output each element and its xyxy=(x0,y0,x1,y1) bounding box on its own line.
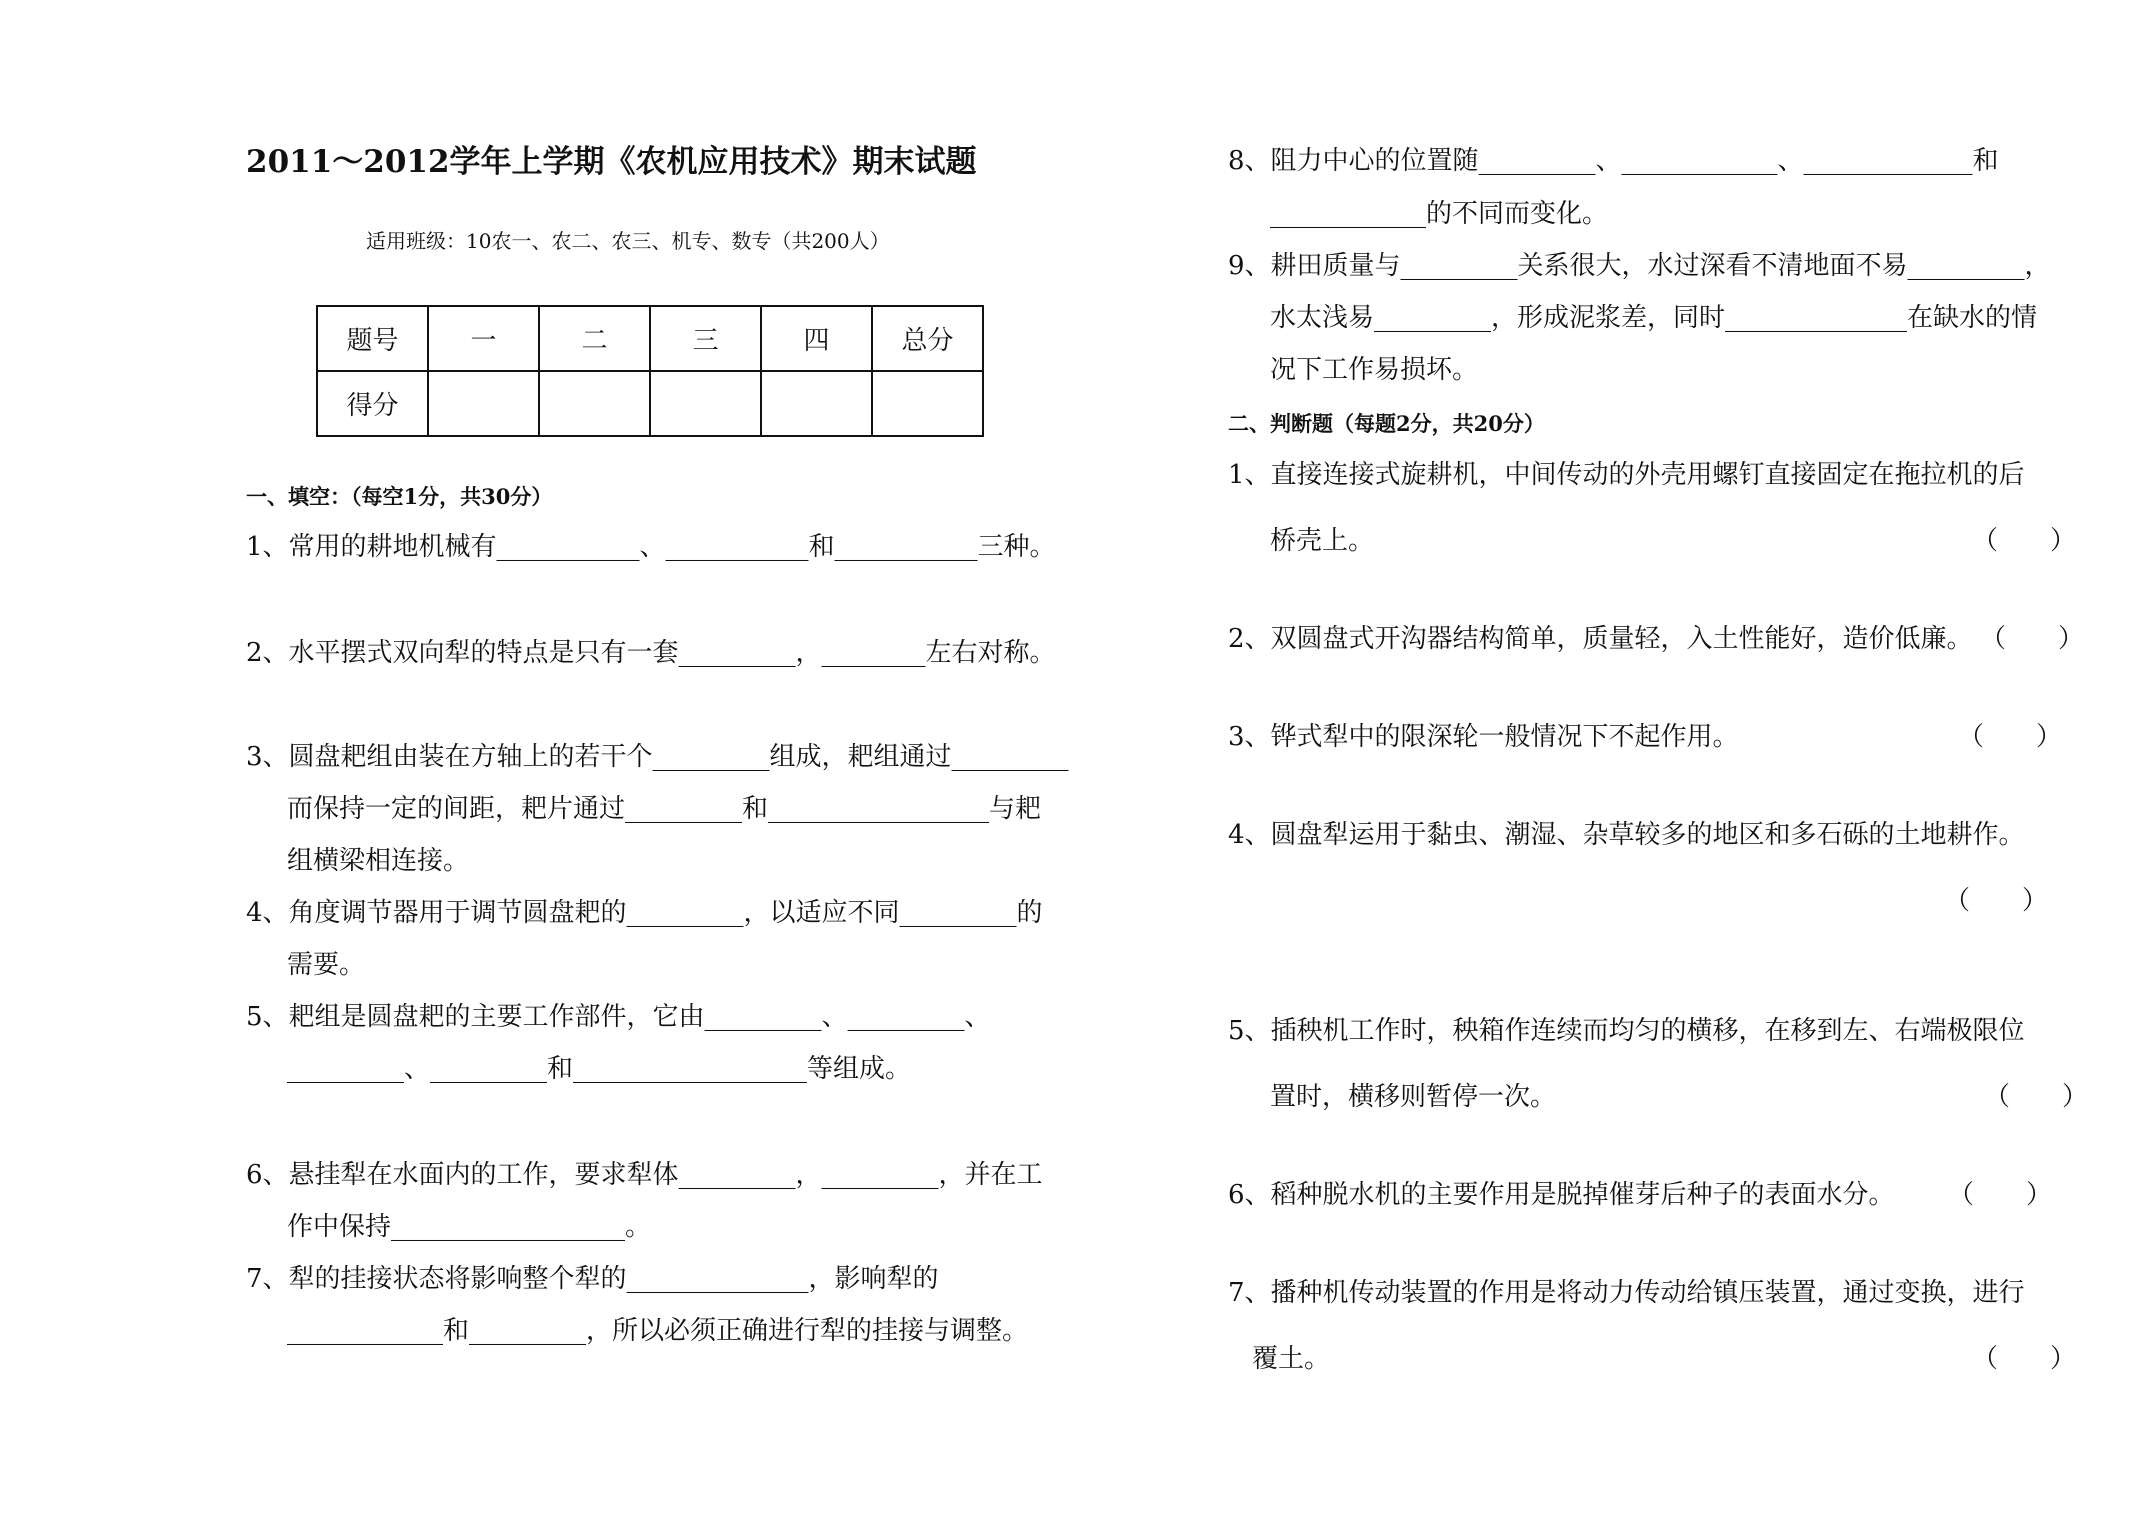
judge-question-7-cont: 覆土。 xyxy=(1252,1344,1331,1374)
exam-title: 2011～2012学年上学期《农机应用技术》期末试题 xyxy=(246,144,977,180)
answer-bracket: （ ） xyxy=(1948,1180,2053,1210)
score-cell xyxy=(428,371,539,436)
score-table-header-cell: 二 xyxy=(539,306,650,371)
fill-question-4-cont: 需要。 xyxy=(287,950,366,980)
applicable-classes: 适用班级：10农一、农二、农三、机专、数专（共200人） xyxy=(366,229,890,253)
score-table-score-row xyxy=(317,371,983,436)
score-row-label: 得分 xyxy=(317,371,428,436)
answer-bracket: （ ） xyxy=(1984,1082,2089,1112)
fill-question-3-cont: 组横梁相连接。 xyxy=(287,846,470,876)
fill-question-7-cont: ____________和_________，所以必须正确进行犁的挂接与调整。 xyxy=(287,1316,1029,1346)
score-cell xyxy=(872,371,983,436)
score-cell xyxy=(650,371,761,436)
fill-question-6-cont: 作中保持__________________。 xyxy=(287,1212,652,1242)
score-table-header-cell: 四 xyxy=(761,306,872,371)
answer-bracket: （ ） xyxy=(1944,886,2049,916)
judge-question-7: 7、播种机传动装置的作用是将动力传动给镇压装置，通过变换，进行 xyxy=(1228,1278,2025,1308)
score-table-header-cell: 三 xyxy=(650,306,761,371)
fill-question-2: 2、水平摆式双向犁的特点是只有一套_________，________左右对称。 xyxy=(246,638,1056,668)
section2-heading: 二、判断题（每题2分，共20分） xyxy=(1228,411,1545,436)
fill-question-9-cont: 况下工作易损坏。 xyxy=(1270,355,1479,385)
fill-question-8: 8、阻力中心的位置随_________、____________、_____________和 xyxy=(1228,146,1999,176)
fill-question-8-cont: ____________的不同而变化。 xyxy=(1270,199,1609,229)
answer-bracket: （ ） xyxy=(1972,1344,2077,1374)
fill-question-9-cont: 水太浅易_________，形成泥浆差，同时______________在缺水的情 xyxy=(1270,303,2038,333)
fill-question-1: 1、常用的耕地机械有___________、___________和___________三种。 xyxy=(246,532,1056,562)
answer-bracket: （ ） xyxy=(1958,722,2063,752)
fill-question-6: 6、悬挂犁在水面内的工作，要求犁体_________，_________，并在工 xyxy=(246,1160,1043,1190)
judge-question-5: 5、插秧机工作时，秧箱作连续而均匀的横移，在移到左、右端极限位 xyxy=(1228,1016,2025,1046)
judge-question-2: 2、双圆盘式开沟器结构简单，质量轻，入土性能好，造价低廉。 xyxy=(1228,624,1973,654)
fill-question-3: 3、圆盘耙组由装在方轴上的若干个_________组成，耙组通过_________ xyxy=(246,742,1069,772)
judge-question-5-cont: 置时，横移则暂停一次。 xyxy=(1270,1082,1557,1112)
score-cell xyxy=(761,371,872,436)
score-table-header-row xyxy=(317,306,983,371)
section1-heading: 一、填空：（每空1分，共30分） xyxy=(246,484,553,509)
answer-bracket: （ ） xyxy=(1980,624,2085,654)
score-table xyxy=(316,305,984,437)
score-table-header-cell: 题号 xyxy=(317,306,428,371)
fill-question-4: 4、角度调节器用于调节圆盘耙的_________，以适应不同_________的 xyxy=(246,898,1043,928)
judge-question-6: 6、稻种脱水机的主要作用是脱掉催芽后种子的表面水分。 xyxy=(1228,1180,1895,1210)
fill-question-9: 9、耕田质量与_________关系很大，水过深看不清地面不易_________， xyxy=(1228,251,2051,281)
fill-question-5-cont: _________、_________和__________________等组成。 xyxy=(287,1054,912,1084)
fill-question-3-cont: 而保持一定的间距，耙片通过_________和_________________与耙 xyxy=(287,794,1042,824)
fill-question-7: 7、犁的挂接状态将影响整个犁的______________，影响犁的 xyxy=(246,1264,939,1294)
score-table-header-cell: 总分 xyxy=(872,306,983,371)
judge-question-4: 4、圆盘犁运用于黏虫、潮湿、杂草较多的地区和多石砾的土地耕作。 xyxy=(1228,820,2025,850)
score-table-header-cell: 一 xyxy=(428,306,539,371)
score-cell xyxy=(539,371,650,436)
judge-question-1-cont: 桥壳上。 xyxy=(1270,526,1375,556)
answer-bracket: （ ） xyxy=(1972,526,2077,556)
judge-question-1: 1、直接连接式旋耕机，中间传动的外壳用螺钉直接固定在拖拉机的后 xyxy=(1228,460,2025,490)
fill-question-5: 5、耙组是圆盘耙的主要工作部件，它由_________、_________、 xyxy=(246,1002,991,1032)
judge-question-3: 3、铧式犁中的限深轮一般情况下不起作用。 xyxy=(1228,722,1739,752)
